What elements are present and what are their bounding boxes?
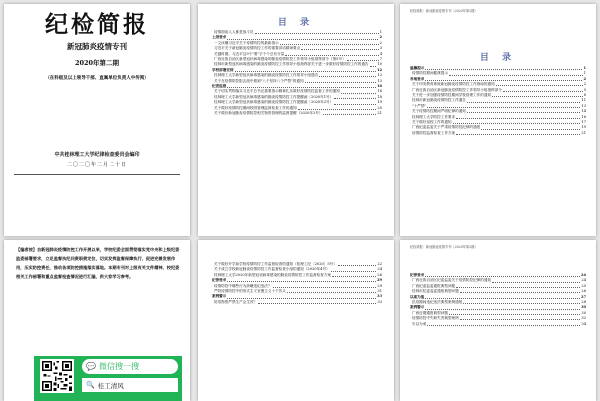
toc-page-1 xyxy=(198,4,394,236)
toc-page-number: 4 xyxy=(379,51,382,56)
toc-page-number: 2 xyxy=(379,35,382,40)
wechat-qr-banner[interactable] xyxy=(34,356,182,401)
toc-leader-dots xyxy=(287,292,377,293)
toc-entry-title: 疫情防控中失职失责典型案例 xyxy=(412,316,459,321)
toc-page-number: 1 xyxy=(583,71,586,76)
toc-entry-title: 关于做好开学前学校疫情防控工作监督检查的通知（桂理工纪〔2020〕5号） xyxy=(214,262,337,266)
toc-entry-title: 广西近期通报典型问题 xyxy=(412,310,448,315)
toc-page-2 xyxy=(198,240,394,401)
toc-leader-dots xyxy=(334,104,376,105)
toc-page-number: 13 xyxy=(377,78,382,83)
toc-page-number: 17 xyxy=(581,120,586,125)
search-box[interactable] xyxy=(82,378,178,392)
toc-leader-dots xyxy=(273,287,377,288)
toc-leader-dots xyxy=(425,69,582,70)
toc-leader-dots xyxy=(370,66,377,67)
toc-leader-dots xyxy=(467,102,581,103)
toc-page-number: 14 xyxy=(581,109,586,114)
toc-entry-title: 关于进一步加强疫情防控期间学校管理工作的通知 xyxy=(412,93,492,98)
toc-page-number: 28 xyxy=(581,300,586,305)
toc-page-number: 24 xyxy=(581,278,586,283)
toc-title: 目 录 xyxy=(277,18,315,28)
toc-page-number: 1 xyxy=(583,66,586,70)
toc-entry-title: 桂林理工大学新型冠状病毒感染的肺炎疫情防控工作提醒函（2020年1号） xyxy=(214,94,334,99)
toc-page-number: 24 xyxy=(377,267,382,272)
toc-leader-dots xyxy=(460,292,581,293)
toc-page-number: 20 xyxy=(377,105,382,110)
publication-date: 二〇二〇年二月二十日 xyxy=(66,162,127,168)
toc-title: 目 录 xyxy=(479,53,517,63)
toc-page-number: 12 xyxy=(376,67,382,72)
running-header: 纪检简报：新冠肺炎疫情专刊（2020年第2期） xyxy=(410,9,478,13)
wechat-search-slogan xyxy=(82,359,178,374)
editor-note xyxy=(16,245,180,281)
toc-leader-dots xyxy=(305,82,377,83)
toc-leader-dots xyxy=(334,98,376,99)
toc-leader-dots xyxy=(425,309,580,310)
qr-code-icon[interactable] xyxy=(40,359,74,393)
toc-leader-dots xyxy=(298,109,377,110)
toc-entry-title: 关键时期，习近平这9个"要"字个个总有分量 xyxy=(214,51,285,56)
toc-page-number: 24 xyxy=(580,273,586,277)
toc-leader-dots xyxy=(481,129,580,130)
toc-entry-title: 一文读懂习近平关于疫情防控的最新指示 xyxy=(214,40,279,45)
toc-entry-title: 关于在疫情防控阻击战中做到"八个坚持八个严禁"的通知 xyxy=(214,78,304,83)
toc-entry-title: 关于做好新冠肺炎疫情防控相关物资管理的监督提醒（2020年2号） xyxy=(214,111,323,116)
running-header: 纪检简报：新冠肺炎疫情专刊（2020年第2期） xyxy=(410,245,478,249)
toc-page-number: 30 xyxy=(581,310,586,315)
toc-entry-title: 上级要求 xyxy=(212,35,227,40)
toc-page-number: 12 xyxy=(377,73,382,78)
publisher: 中共桂林理工大学纪律检查委员会编印 xyxy=(54,152,140,158)
toc-page-number: 10 xyxy=(377,62,382,67)
toc-page-number: 21 xyxy=(377,111,382,116)
toc-leader-dots xyxy=(258,303,376,304)
toc-leader-dots xyxy=(427,107,580,108)
toc-entry[interactable] xyxy=(212,111,382,116)
toc-entry[interactable] xyxy=(410,322,586,327)
toc-leader-dots xyxy=(347,60,379,61)
toc-entry-title: 桂林市新冠肺炎疫情防控工作通告 xyxy=(412,98,466,103)
toc-leader-dots xyxy=(460,319,581,320)
toc-entry-title: 关于做好疫情防控期间校园管理监督检查工作的通知 xyxy=(214,105,297,110)
toc-entry-title: 引以为戒 xyxy=(412,321,427,326)
toc-leader-dots xyxy=(227,39,378,40)
toc-leader-dots xyxy=(285,55,378,56)
toc-entry-title: 纪律要求 xyxy=(410,273,425,277)
toc-entry[interactable] xyxy=(410,131,586,136)
toc-page-number: 16 xyxy=(581,114,586,119)
toc-entry-title: 温馨提示 xyxy=(410,66,425,70)
toc-page-number: 29 xyxy=(377,283,382,288)
divider xyxy=(14,174,180,175)
toc-entry-title: 疫情面前人人都是战斗员 xyxy=(214,30,254,34)
toc-leader-dots xyxy=(227,298,376,299)
toc-list xyxy=(212,30,382,117)
toc-entry-title: 关于印发教育系统新冠肺炎疫情防控工作指南的通知 xyxy=(412,82,495,87)
toc-entry-title: 纪委监督 xyxy=(212,84,227,89)
toc-leader-dots xyxy=(492,96,583,97)
toc-list xyxy=(410,66,586,136)
toc-page-number: 19 xyxy=(581,125,586,130)
toc-leader-dots xyxy=(235,71,376,72)
search-icon: 🔍 xyxy=(86,381,95,389)
toc-entry-title: 广西纪委监委通报典型问题 xyxy=(412,283,456,288)
toc-page-number: 16 xyxy=(377,89,382,94)
toc-leader-dots xyxy=(492,282,580,283)
toc-leader-dots xyxy=(503,91,583,92)
toc-entry-title: 广西纪委监委关于严肃疫情防控纪律的通报 xyxy=(412,125,481,130)
toc-list xyxy=(410,273,586,327)
toc-entry-title: 防疫物资严禁生产会生效？ xyxy=(214,299,258,304)
toc-page-number: 22 xyxy=(377,262,382,266)
toc-page-number: 5 xyxy=(583,87,586,92)
toc-page-number: 33 xyxy=(376,294,382,299)
toc-entry-title: 疫情防控监督检查工作方案 xyxy=(412,130,456,135)
toc-page-number: 16 xyxy=(376,84,382,89)
toc-leader-dots xyxy=(323,114,376,115)
toc-leader-dots xyxy=(449,314,580,315)
toc-page-number: 1 xyxy=(379,30,382,34)
toc-page-number: 8 xyxy=(583,93,586,98)
toc-entry-title: 疫情防控期间健康提示 xyxy=(412,71,448,76)
toc-page-number: 26 xyxy=(377,272,382,277)
toc-page-number: 27 xyxy=(580,294,586,299)
masthead-title: 纪检简报 xyxy=(45,11,149,38)
toc-page-number: 31 xyxy=(377,289,382,294)
toc-leader-dots xyxy=(456,134,580,135)
toc-entry-title: 习近平关于新冠肺炎疫情防控工作的重要讲话精神要点 xyxy=(214,46,301,51)
cover-subtitle: 新冠肺炎疫情专刊 xyxy=(67,42,127,51)
toc-entry-title: 以案为鉴 xyxy=(410,294,425,299)
toc-entry-title: 案例警示 xyxy=(212,294,227,299)
toc-page-number: 2 xyxy=(583,82,586,87)
toc-page-4 xyxy=(400,240,596,401)
toc-leader-dots xyxy=(338,265,377,266)
toc-page-number: 21 xyxy=(581,130,586,135)
toc-leader-dots xyxy=(341,93,377,94)
editor-note-text: 自新冠肺炎疫情防控工作开展以来，学校纪委全面贯彻落实党中央和上级纪委监委部署要求，立足监督执纪问责职责定位，切实发挥监督保障执行、促进完善发展作用，压实防控责任，推动各项防控措施落实落地。本期专刊对上级有关文件精神、校纪委相关工作部署和重点监督检查情况进行汇编，供大家学习参考。 xyxy=(16,247,180,279)
toc-entry-title: 桂林理工大学新型冠状病毒感染的肺炎疫情防控工作提醒函（2020年2号） xyxy=(214,100,334,105)
toc-entry-title: "十严禁" xyxy=(412,103,427,108)
search-account-name: 桂工清风 xyxy=(97,381,124,390)
toc-leader-dots xyxy=(456,287,580,288)
toc-entry-title: 广西壮族自治区新冠肺炎疫情防控工作领导小组指挥部令 xyxy=(412,87,502,92)
toc-entry-title: 桂林市纪委监委通报典型问题 xyxy=(412,289,459,294)
toc-page-number: 34 xyxy=(581,321,586,326)
editor-note-label: 【编者按】 xyxy=(16,247,37,252)
toc-leader-dots xyxy=(463,303,580,304)
toc-leader-dots xyxy=(425,298,580,299)
toc-page-number: 29 xyxy=(376,278,382,283)
toc-entry-title: 学校部署安排 xyxy=(212,67,234,72)
toc-leader-dots xyxy=(227,87,376,88)
toc-leader-dots xyxy=(496,85,583,86)
toc-page-number: 32 xyxy=(581,316,586,321)
toc-page-number: 2 xyxy=(379,40,382,45)
wechat-logo-icon: 💬 xyxy=(86,362,96,371)
toc-entry-title: 各地要求 xyxy=(410,76,425,81)
toc-entry-title: 纪律要求 xyxy=(212,278,227,283)
toc-entry[interactable] xyxy=(212,62,382,67)
toc-entry-title: 严防疫情防控中的形式主义官僚主义十个苦头 xyxy=(214,289,286,294)
distribution-note: （在科级及以上领导干部、直属单位负责人中传阅） xyxy=(45,76,149,81)
toc-page-number: 26 xyxy=(581,289,586,294)
toc-leader-dots xyxy=(425,80,582,81)
toc-leader-dots xyxy=(449,75,583,76)
toc-entry[interactable] xyxy=(212,300,382,305)
toc-leader-dots xyxy=(332,276,376,277)
toc-leader-dots xyxy=(467,112,581,113)
toc-leader-dots xyxy=(453,123,581,124)
toc-leader-dots xyxy=(301,49,378,50)
toc-page-number: 30 xyxy=(580,305,586,310)
toc-entry-title: 关于切实贯彻落实习近平总书记重要指示精神扎实做好疫情防控监督工作的通知 xyxy=(214,89,340,94)
toc-entry-title: 广西壮族自治区新型冠状病毒感染的肺炎疫情防控工作领导小组指挥部令（第5号） xyxy=(214,57,346,62)
toc-leader-dots xyxy=(456,118,580,119)
toc-entry-title: 桂林市新型冠状病毒感染的肺炎疫情防控工作领导小组指挥部关于进一步做好疫情防控工作的通告 xyxy=(214,62,369,67)
toc-page-number: 18 xyxy=(377,94,382,99)
toc-leader-dots xyxy=(319,76,376,77)
issue-number: 2020年第二期 xyxy=(74,59,120,67)
toc-page-3 xyxy=(400,4,596,236)
toc-page-number: 13 xyxy=(581,103,586,108)
toc-entry-title: 疫情防控中哪些行为涉嫌违纪违法？ xyxy=(214,283,272,288)
toc-entry-title: 关于做好返校工作的通知 xyxy=(412,120,452,125)
cover-page xyxy=(4,4,190,236)
toc-entry-title: 桂林理工大学防控工作要求 xyxy=(412,114,456,119)
toc-page-number: 11 xyxy=(581,98,586,103)
toc-leader-dots xyxy=(331,271,377,272)
toc-entry-title: 案例警示 xyxy=(410,305,425,310)
toc-leader-dots xyxy=(227,281,376,282)
toc-leader-dots xyxy=(280,44,379,45)
editor-note-page xyxy=(4,240,190,401)
toc-page-number: 25 xyxy=(581,283,586,288)
wechat-slogan-text: 微信搜一搜 xyxy=(98,362,139,371)
toc-page-number: 19 xyxy=(377,100,382,105)
toc-entry-title: 桂林理工大学新型冠状病毒感染的肺炎疫情防控工作领导小组通告 xyxy=(214,73,319,78)
toc-entry-title: 广西壮族自治区纪委监委关于疫情防控纪律的通知 xyxy=(412,278,492,283)
toc-leader-dots xyxy=(427,325,580,326)
toc-page-number: 3 xyxy=(379,46,382,51)
toc-leader-dots xyxy=(255,33,379,34)
toc-page-number: 33 xyxy=(377,299,382,304)
toc-entry-title: 关于疫情防控期间严明纪律的通知 xyxy=(412,109,466,114)
toc-entry-title: 关于成立学校新冠肺炎疫情防控工作监督检查小组的通知（2020年4号） xyxy=(214,267,330,272)
toc-list xyxy=(212,262,382,305)
toc-entry-title: 抗疫期间违纪违法典型案例通报 xyxy=(412,300,463,305)
toc-page-number: 2 xyxy=(583,76,586,81)
toc-leader-dots xyxy=(425,276,580,277)
toc-entry-title: 桂林理工大学2020年新型冠状病毒感染的肺炎疫情防控工作监督检查方案 xyxy=(214,272,331,277)
toc-page-number: 7 xyxy=(379,57,382,62)
